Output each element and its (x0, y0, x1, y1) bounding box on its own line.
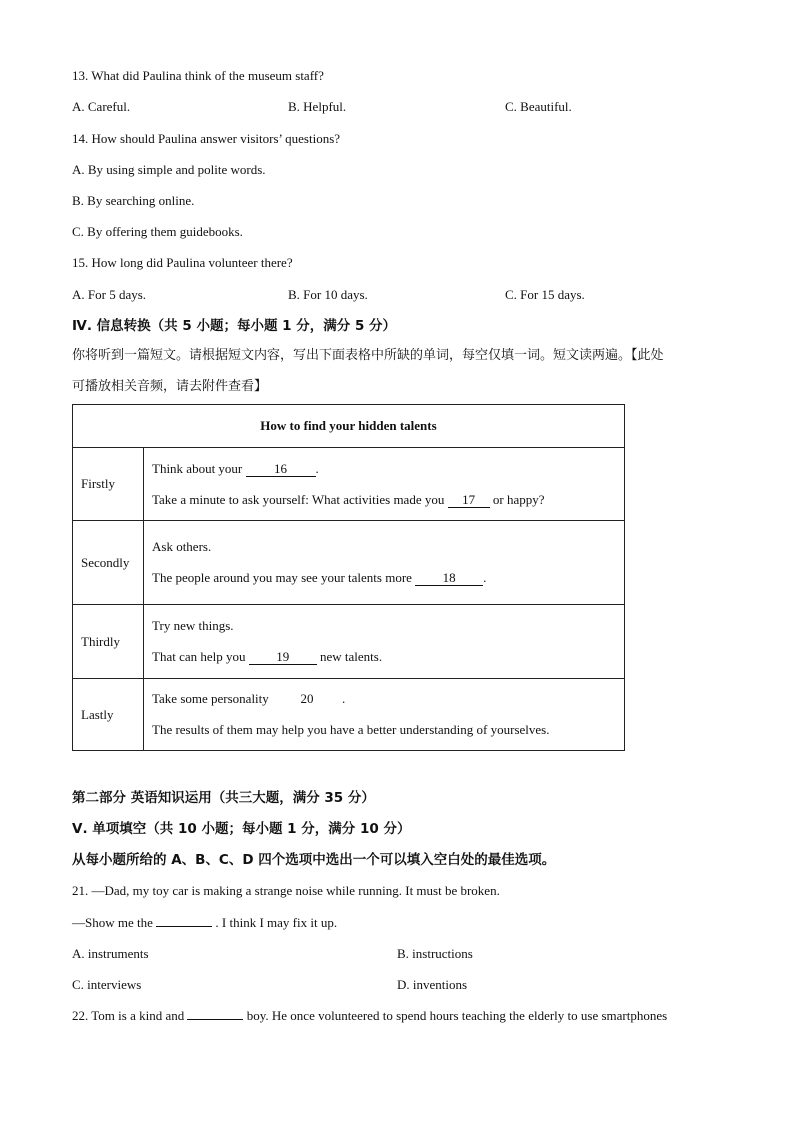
row-text: . (342, 691, 346, 706)
row-text: Take some personality (152, 691, 273, 706)
blank-16[interactable]: 16 (246, 462, 316, 477)
q14-option-c: C. By offering them guidebooks. (72, 224, 243, 239)
reply-text: —Show me the (72, 915, 157, 930)
q21-option-b: B. instructions (397, 946, 473, 961)
question-15: 15. How long did Paulina volunteer there? (72, 255, 293, 270)
row-text: Take a minute to ask yourself: What activities made you (152, 491, 448, 507)
row-text: . (483, 570, 487, 585)
q14-option-a: A. By using simple and polite words. (72, 162, 266, 177)
row-text: Think about your (152, 460, 246, 476)
question-14: 14. How should Paulina answer visitors’ questions? (72, 131, 341, 146)
q21-option-a: A. instruments (72, 946, 149, 961)
question-21: 21. —Dad, my toy car is making a strange noise while running. It must be broken. (72, 883, 500, 898)
row-label-firstly: Firstly (73, 448, 144, 521)
row-text: The results of them may help you have a better understanding of yourselves. (152, 722, 550, 737)
row-label-lastly: Lastly (73, 679, 144, 751)
table-row (73, 448, 625, 521)
row-text: new talents. (316, 649, 383, 664)
q13-option-a: A. Careful. (72, 99, 131, 114)
table-row (73, 605, 625, 679)
row-content (144, 448, 625, 521)
reply-text: . I think I may fix it up. (212, 915, 338, 930)
row-content (144, 521, 625, 605)
question-text: boy. He once volunteered to spend hours teaching the elderly to use smartphones (243, 1008, 668, 1023)
q13-option-b: B. Helpful. (288, 99, 347, 114)
question-22 (72, 1008, 667, 1024)
table-row (73, 521, 625, 605)
row-label-thirdly: Thirdly (73, 605, 144, 679)
row-text: . (315, 460, 319, 476)
blank-18[interactable]: 18 (415, 571, 483, 586)
section-4-instruction-line2: 可播放相关音频，请去附件查看】 (72, 379, 268, 394)
q21-option-c: C. interviews (72, 977, 142, 992)
blank-20[interactable]: 20 (300, 691, 314, 706)
row-content (144, 605, 625, 679)
row-text: or happy? (489, 491, 545, 507)
question-21-reply (72, 915, 337, 931)
table-title: How to find your hidden talents (73, 405, 625, 448)
q15-option-b: B. For 10 days. (288, 287, 368, 302)
row-text: Ask others. (152, 539, 212, 554)
table-row (73, 679, 625, 751)
blank-21[interactable] (156, 926, 212, 927)
q15-option-c: C. For 15 days. (505, 287, 585, 302)
q14-option-b: B. By searching online. (72, 193, 195, 208)
q13-option-c: C. Beautiful. (505, 99, 572, 114)
section-5-instruction: 从每小题所给的 A、B、C、D 四个选项中选出一个可以填入空白处的最佳选项。 (72, 852, 556, 868)
row-text: That can help you (152, 649, 249, 664)
q21-option-d: D. inventions (397, 977, 468, 992)
row-label-secondly: Secondly (73, 521, 144, 605)
section-4-instruction-line1: 你将听到一篇短文。请根据短文内容，写出下面表格中所缺的单词，每空仅填一词。短文读两遍。【此处 (72, 348, 664, 363)
blank-17[interactable]: 17 (448, 493, 490, 508)
part-2-heading: 第二部分 英语知识运用（共三大题，满分 35 分） (72, 790, 375, 806)
q15-option-a: A. For 5 days. (72, 287, 147, 302)
row-content (144, 679, 625, 751)
blank-22[interactable] (187, 1019, 243, 1020)
row-text: Try new things. (152, 618, 234, 633)
question-text: 22. Tom is a kind and (72, 1008, 188, 1023)
row-text: The people around you may see your talents more (152, 570, 416, 585)
talents-table (72, 404, 625, 751)
section-5-heading: Ⅴ. 单项填空（共 10 小题；每小题 1 分，满分 10 分） (72, 821, 411, 837)
question-13: 13. What did Paulina think of the museum staff? (72, 68, 324, 83)
blank-19[interactable]: 19 (249, 650, 317, 665)
section-4-heading: Ⅳ. 信息转换（共 5 小题；每小题 1 分，满分 5 分） (72, 318, 397, 334)
